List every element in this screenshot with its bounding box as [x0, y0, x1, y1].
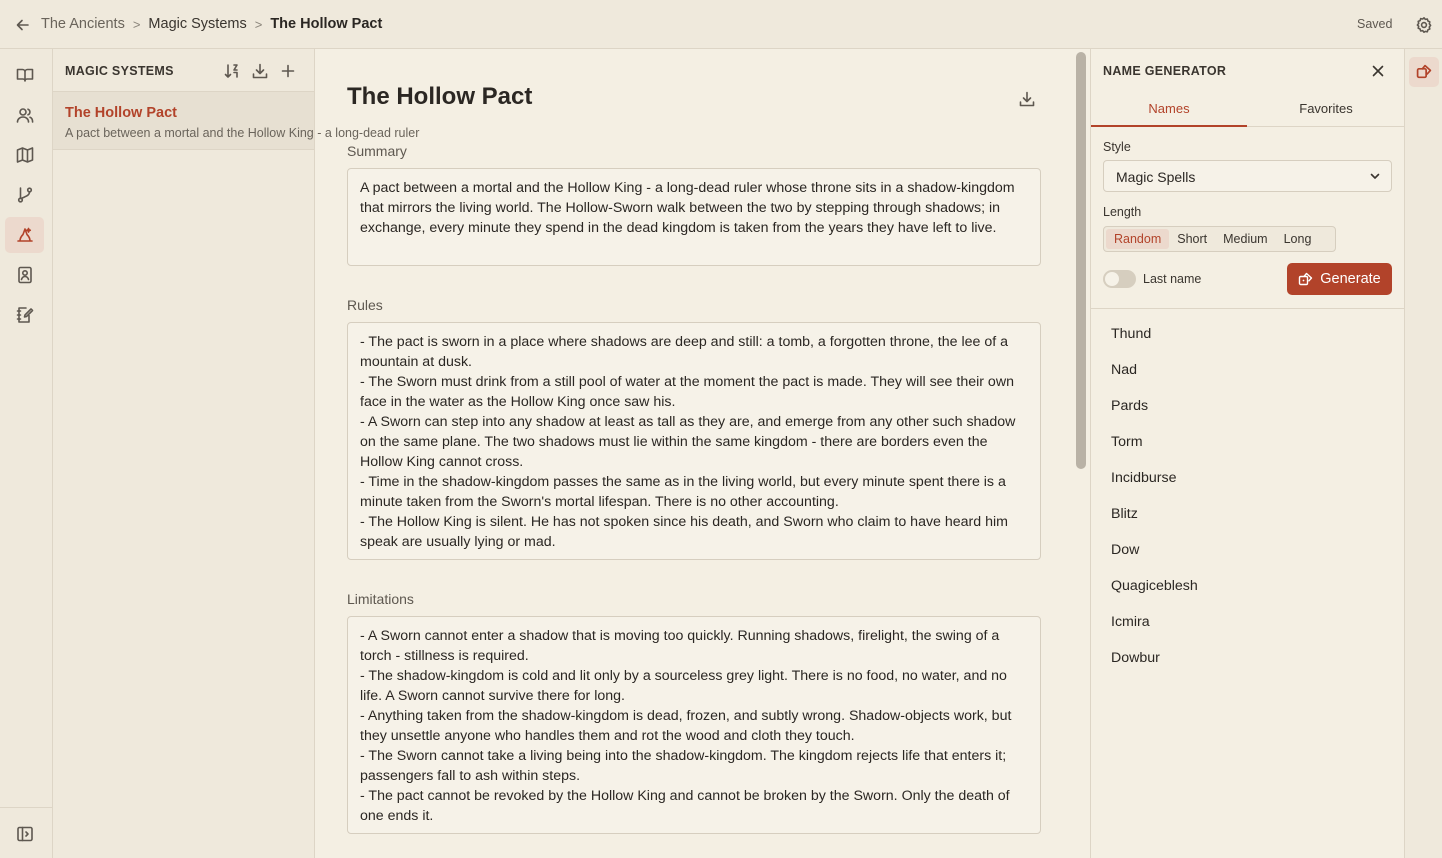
- generate-button-label: Generate: [1320, 271, 1381, 287]
- notebook-icon[interactable]: [5, 297, 44, 333]
- toggle-knob: [1105, 272, 1119, 286]
- magic-icon[interactable]: [5, 217, 44, 253]
- length-segmented-control: [1103, 226, 1336, 252]
- add-icon[interactable]: [279, 62, 297, 80]
- length-label: Length: [1103, 205, 1142, 219]
- summary-label: Summary: [347, 143, 407, 159]
- generator-title: NAME GENERATOR: [1103, 64, 1227, 78]
- breadcrumb-item-current: The Hollow Pact: [270, 16, 383, 32]
- generated-names-list: [1091, 316, 1404, 676]
- dice-icon[interactable]: [1409, 57, 1439, 87]
- breadcrumb-item-ancients[interactable]: The Ancients: [41, 16, 125, 32]
- list-item-description: A pact between a mortal and the Hollow King - a long-dead ruler: [65, 126, 420, 140]
- list-item[interactable]: Nad: [1111, 362, 1138, 378]
- close-icon[interactable]: [1370, 63, 1386, 79]
- gear-icon[interactable]: [1415, 16, 1433, 34]
- right-tool-rail: [1405, 49, 1442, 858]
- chevron-down-icon: [1369, 170, 1381, 182]
- length-option-long[interactable]: Long: [1283, 232, 1312, 246]
- length-option-medium[interactable]: Medium: [1223, 232, 1268, 246]
- page-title[interactable]: The Hollow Pact: [347, 83, 533, 110]
- rail-footer: [0, 807, 52, 858]
- map-icon[interactable]: [5, 137, 44, 173]
- style-label: Style: [1103, 140, 1131, 154]
- list-title: MAGIC SYSTEMS: [65, 64, 174, 78]
- breadcrumb-separator: >: [254, 16, 263, 32]
- save-status: Saved: [1357, 17, 1393, 31]
- list-item[interactable]: Torm: [1111, 434, 1143, 450]
- rules-field[interactable]: - The pact is sworn in a place where shadows are deep and still: a tomb, a forgotten throne, the lee of a mountain at dusk. - The Sworn must drink from a still pool of water at the moment the pact is made. They will see their own face in the water as the Hollow King once saw his. - A Sworn can step into any shadow at least as tall as they are, and emerge from any other such shadow on the same plane. The two shadows must lie within the same kingdom - there are borders even the Hollow King cannot cross. - Time in the shadow-kingdom passes the same as in the living world, but every minute spent there is a minute taken from the Sworn's mortal lifespan. There is no other accounting. - The Hollow King is silent. He has not spoken since his death, and Sworn who claim to have heard him speak are usually lying or mad.: [347, 322, 1041, 560]
- contact-icon[interactable]: [5, 257, 44, 293]
- generator-tabs: [1091, 93, 1404, 127]
- document-editor: [315, 49, 1090, 858]
- sidebar-toggle-icon[interactable]: [5, 816, 44, 852]
- top-bar: [0, 0, 1442, 49]
- list-item[interactable]: Blitz: [1111, 506, 1138, 522]
- download-icon[interactable]: [251, 62, 269, 80]
- scrollbar-thumb[interactable]: [1076, 52, 1086, 469]
- breadcrumb-separator: >: [132, 16, 141, 32]
- rules-label: Rules: [347, 297, 383, 313]
- limitations-label: Limitations: [347, 591, 414, 607]
- generate-button[interactable]: [1287, 263, 1392, 295]
- list-item[interactable]: Thund: [1111, 326, 1152, 342]
- tab-names[interactable]: Names: [1091, 93, 1247, 127]
- dice-icon: [1298, 272, 1313, 287]
- list-item-title: The Hollow Pact: [65, 105, 177, 121]
- breadcrumb-item-magic-systems[interactable]: Magic Systems: [148, 16, 247, 32]
- name-generator-panel: [1090, 49, 1405, 858]
- list-item[interactable]: Icmira: [1111, 614, 1150, 630]
- download-icon[interactable]: [1018, 90, 1036, 108]
- book-icon[interactable]: [5, 57, 44, 93]
- tab-favorites[interactable]: Favorites: [1299, 101, 1353, 116]
- sort-icon[interactable]: [223, 62, 241, 80]
- length-option-short[interactable]: Short: [1177, 232, 1208, 246]
- length-option-random[interactable]: Random: [1106, 229, 1169, 249]
- style-select-value: Magic Spells: [1116, 169, 1196, 185]
- breadcrumb: [41, 16, 382, 32]
- limitations-field[interactable]: - A Sworn cannot enter a shadow that is moving too quickly. Running shadows, firelight, the swing of a torch - stillness is required. - The shadow-kingdom is cold and lit only by a sourceless grey light. There is no food, no water, and no life. A Sworn cannot survive there for long. - Anything taken from the shadow-kingdom is dead, frozen, and subtly wrong. Shadow-objects work, but they unsettle anyone who handles them and rot the wood and cloth they touch. - The Sworn cannot take a living being into the shadow-kingdom. The kingdom rejects life that enters it; passengers fall to ash within steps. - The pact cannot be revoked by the Hollow King and cannot be broken by the Sworn. Only the death of one ends it.: [347, 616, 1041, 834]
- list-item[interactable]: [53, 91, 420, 150]
- style-select[interactable]: [1103, 160, 1392, 192]
- icon-rail: [0, 49, 53, 858]
- back-arrow-icon[interactable]: [14, 16, 32, 34]
- last-name-toggle[interactable]: [1103, 270, 1136, 288]
- list-item[interactable]: Incidburse: [1111, 470, 1177, 486]
- users-icon[interactable]: [5, 97, 44, 133]
- list-item[interactable]: Quagiceblesh: [1111, 578, 1198, 594]
- list-item[interactable]: Dowbur: [1111, 650, 1160, 666]
- divider: [1091, 308, 1404, 309]
- summary-field[interactable]: A pact between a mortal and the Hollow King - a long-dead ruler whose throne sits in a shadow-kingdom that mirrors the living world. The Hollow-Sworn walk between the two by stepping through shadows; in exchange, every minute they spend in the dead kingdom is taken from the years they have left to live.: [347, 168, 1041, 266]
- last-name-label: Last name: [1143, 272, 1202, 286]
- list-item[interactable]: Dow: [1111, 542, 1140, 558]
- list-item[interactable]: Pards: [1111, 398, 1149, 414]
- git-branch-icon[interactable]: [5, 177, 44, 213]
